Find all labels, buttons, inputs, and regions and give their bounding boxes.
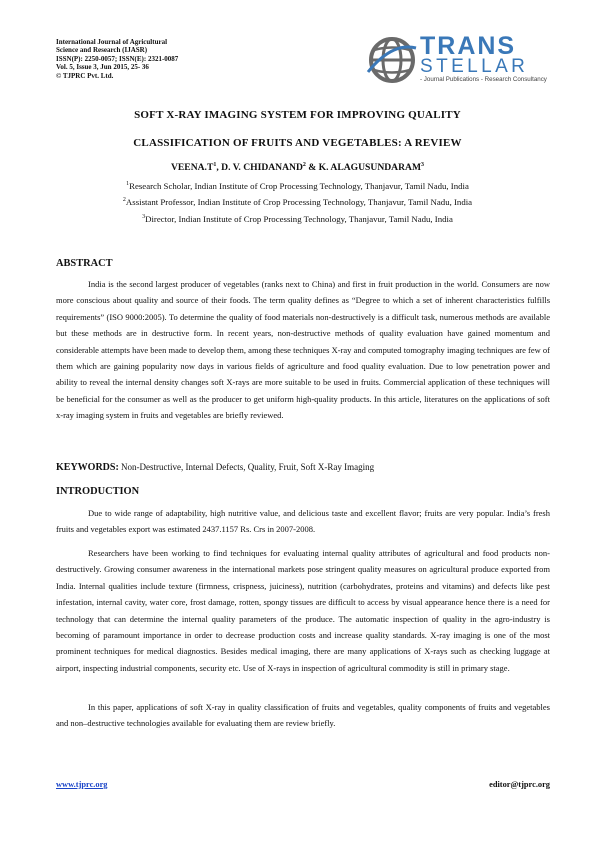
intro-paragraph-3: In this paper, applications of soft X-ray in quality classification of fruits and vegetables, quality components of fruits and vegetables and non–destructive technologies available for evaluating them are review briefly. (56, 702, 550, 729)
intro-paragraph-2: Researchers have been working to find techniques for evaluating internal quality attributes of agricultural and food products non-destructively. Growing consumer awareness in the international markets pose stringent quality measures on agricultural produce exported from India. Internal qualities include texture (firmness, crispness, juiciness), nutrition (carbohydrates, proteins and vitamins) and defects like pest infestation, internal cavity, water core, frost damage, rotten, spongy tissues are difficult to access by visual appearance hence there is a need for technology that can determine the internal quality parameters of the produce. The automatic inspection of quality in the agro-industry is becoming of paramount importance in order to decrease production costs and increase quality standards. X-ray imaging is one of the most prominent techniques for medical diagnostics. Besides medical imaging, there are many applications of X-rays such as checking luggage at airport, inspecting industrial components, security etc. Use of X-rays in inspection of agricultural commodity is still in primary stage. (56, 548, 550, 673)
abstract-heading: ABSTRACT (56, 258, 113, 269)
intro-paragraph-1: Due to wide range of adaptability, high nutritive value, and delicious taste and excellent flavor; fruits are very popular. India’s fresh fruits and vegetables export was estimated 2437.1157 Rs. Crs in 2007-2008. (56, 508, 550, 535)
author-list (0, 162, 595, 173)
affiliation-2: $^2$Assistant Professor, Indian Institute of Crop Processing Technology, Thanjavur, Tamil Nadu, India (122, 197, 473, 207)
author-2: , D. V. CHIDANAND (216, 162, 303, 173)
introduction-heading: INTRODUCTION (56, 486, 140, 497)
abstract-text: India is the second largest producer of vegetables (ranks next to China) and first in fruit production in the world. Consumers are now more conscious about quality and source of their foods. The term quality defines as “Degree to which a set of inherent characteristics fulfills requirements” (ISO 9000:2005). To determine the quality of food materials non-destructively is a difficult task, numerous methods are available but these methods are in destructive form. In recent years, non-destructive methods of quality evaluation have gained momentum and considerable attempts have been made to develop them, among these techniques X-ray and computed tomography imaging techniques are few of them which are gaining popularity now days in various fields of agriculture and food quality evaluation. Due to low penetration power and ability to reveal the internal density changes soft X-rays are more suitable to be used in fruits. Commercial application of these techniques will be beneficial for the consumer as well as the producer to get uniform high-quality products. In this article, literatures on the applications of soft x-ray imaging system in fruits and vegetables are briefly reviewed. (56, 279, 550, 421)
journal-name-line1: International Journal of Agricultural (56, 38, 168, 46)
journal-info (56, 38, 286, 80)
journal-name-line2: Science and Research (IJASR) (56, 46, 148, 55)
transstellar-logo (366, 34, 552, 86)
affiliation-1: $^1$Research Scholar, Indian Institute of Crop Processing Technology, Thanjavur, Tamil Nadu, India (126, 181, 469, 191)
footer-website-link[interactable]: www.tjprc.org (56, 780, 108, 789)
keywords (56, 462, 374, 473)
paper-title-line1: SOFT X-RAY IMAGING SYSTEM FOR IMPROVING QUALITY (134, 109, 461, 121)
keywords-list: Non-Destructive, Internal Defects, Quality, Fruit, Soft X-Ray Imaging (118, 462, 375, 472)
keywords-label: KEYWORDS: (56, 462, 119, 473)
journal-copyright: © TJPRC Pvt. Ltd. (56, 71, 114, 80)
author-1: VEENA.T (170, 162, 214, 173)
author-2-affil-mark: 2 (302, 161, 306, 168)
paper-title-line2: CLASSIFICATION OF FRUITS AND VEGETABLES: A REVIEW (133, 137, 462, 149)
globe-icon (366, 34, 418, 86)
footer-email: editor@tjprc.org (489, 780, 550, 789)
logo-tagline: - Journal Publications - Research Consultancy (420, 76, 547, 83)
affiliation-3: $^3$Director, Indian Institute of Crop Processing Technology, Thanjavur, Tamil Nadu, India (142, 214, 453, 224)
journal-issn: ISSN(P): 2250-0057; ISSN(E): 2321-0087 (56, 54, 179, 63)
author-1-affil-mark: 1 (213, 161, 217, 168)
author-3: & K. ALAGUSUNDARAM (305, 162, 422, 173)
author-3-affil-mark: 3 (421, 161, 425, 168)
journal-volume: Vol. 5, Issue 3, Jun 2015, 25- 36 (56, 63, 149, 72)
logo-word-stellar: STELLAR (420, 56, 529, 77)
logo-word-trans: TRANS (420, 32, 517, 60)
